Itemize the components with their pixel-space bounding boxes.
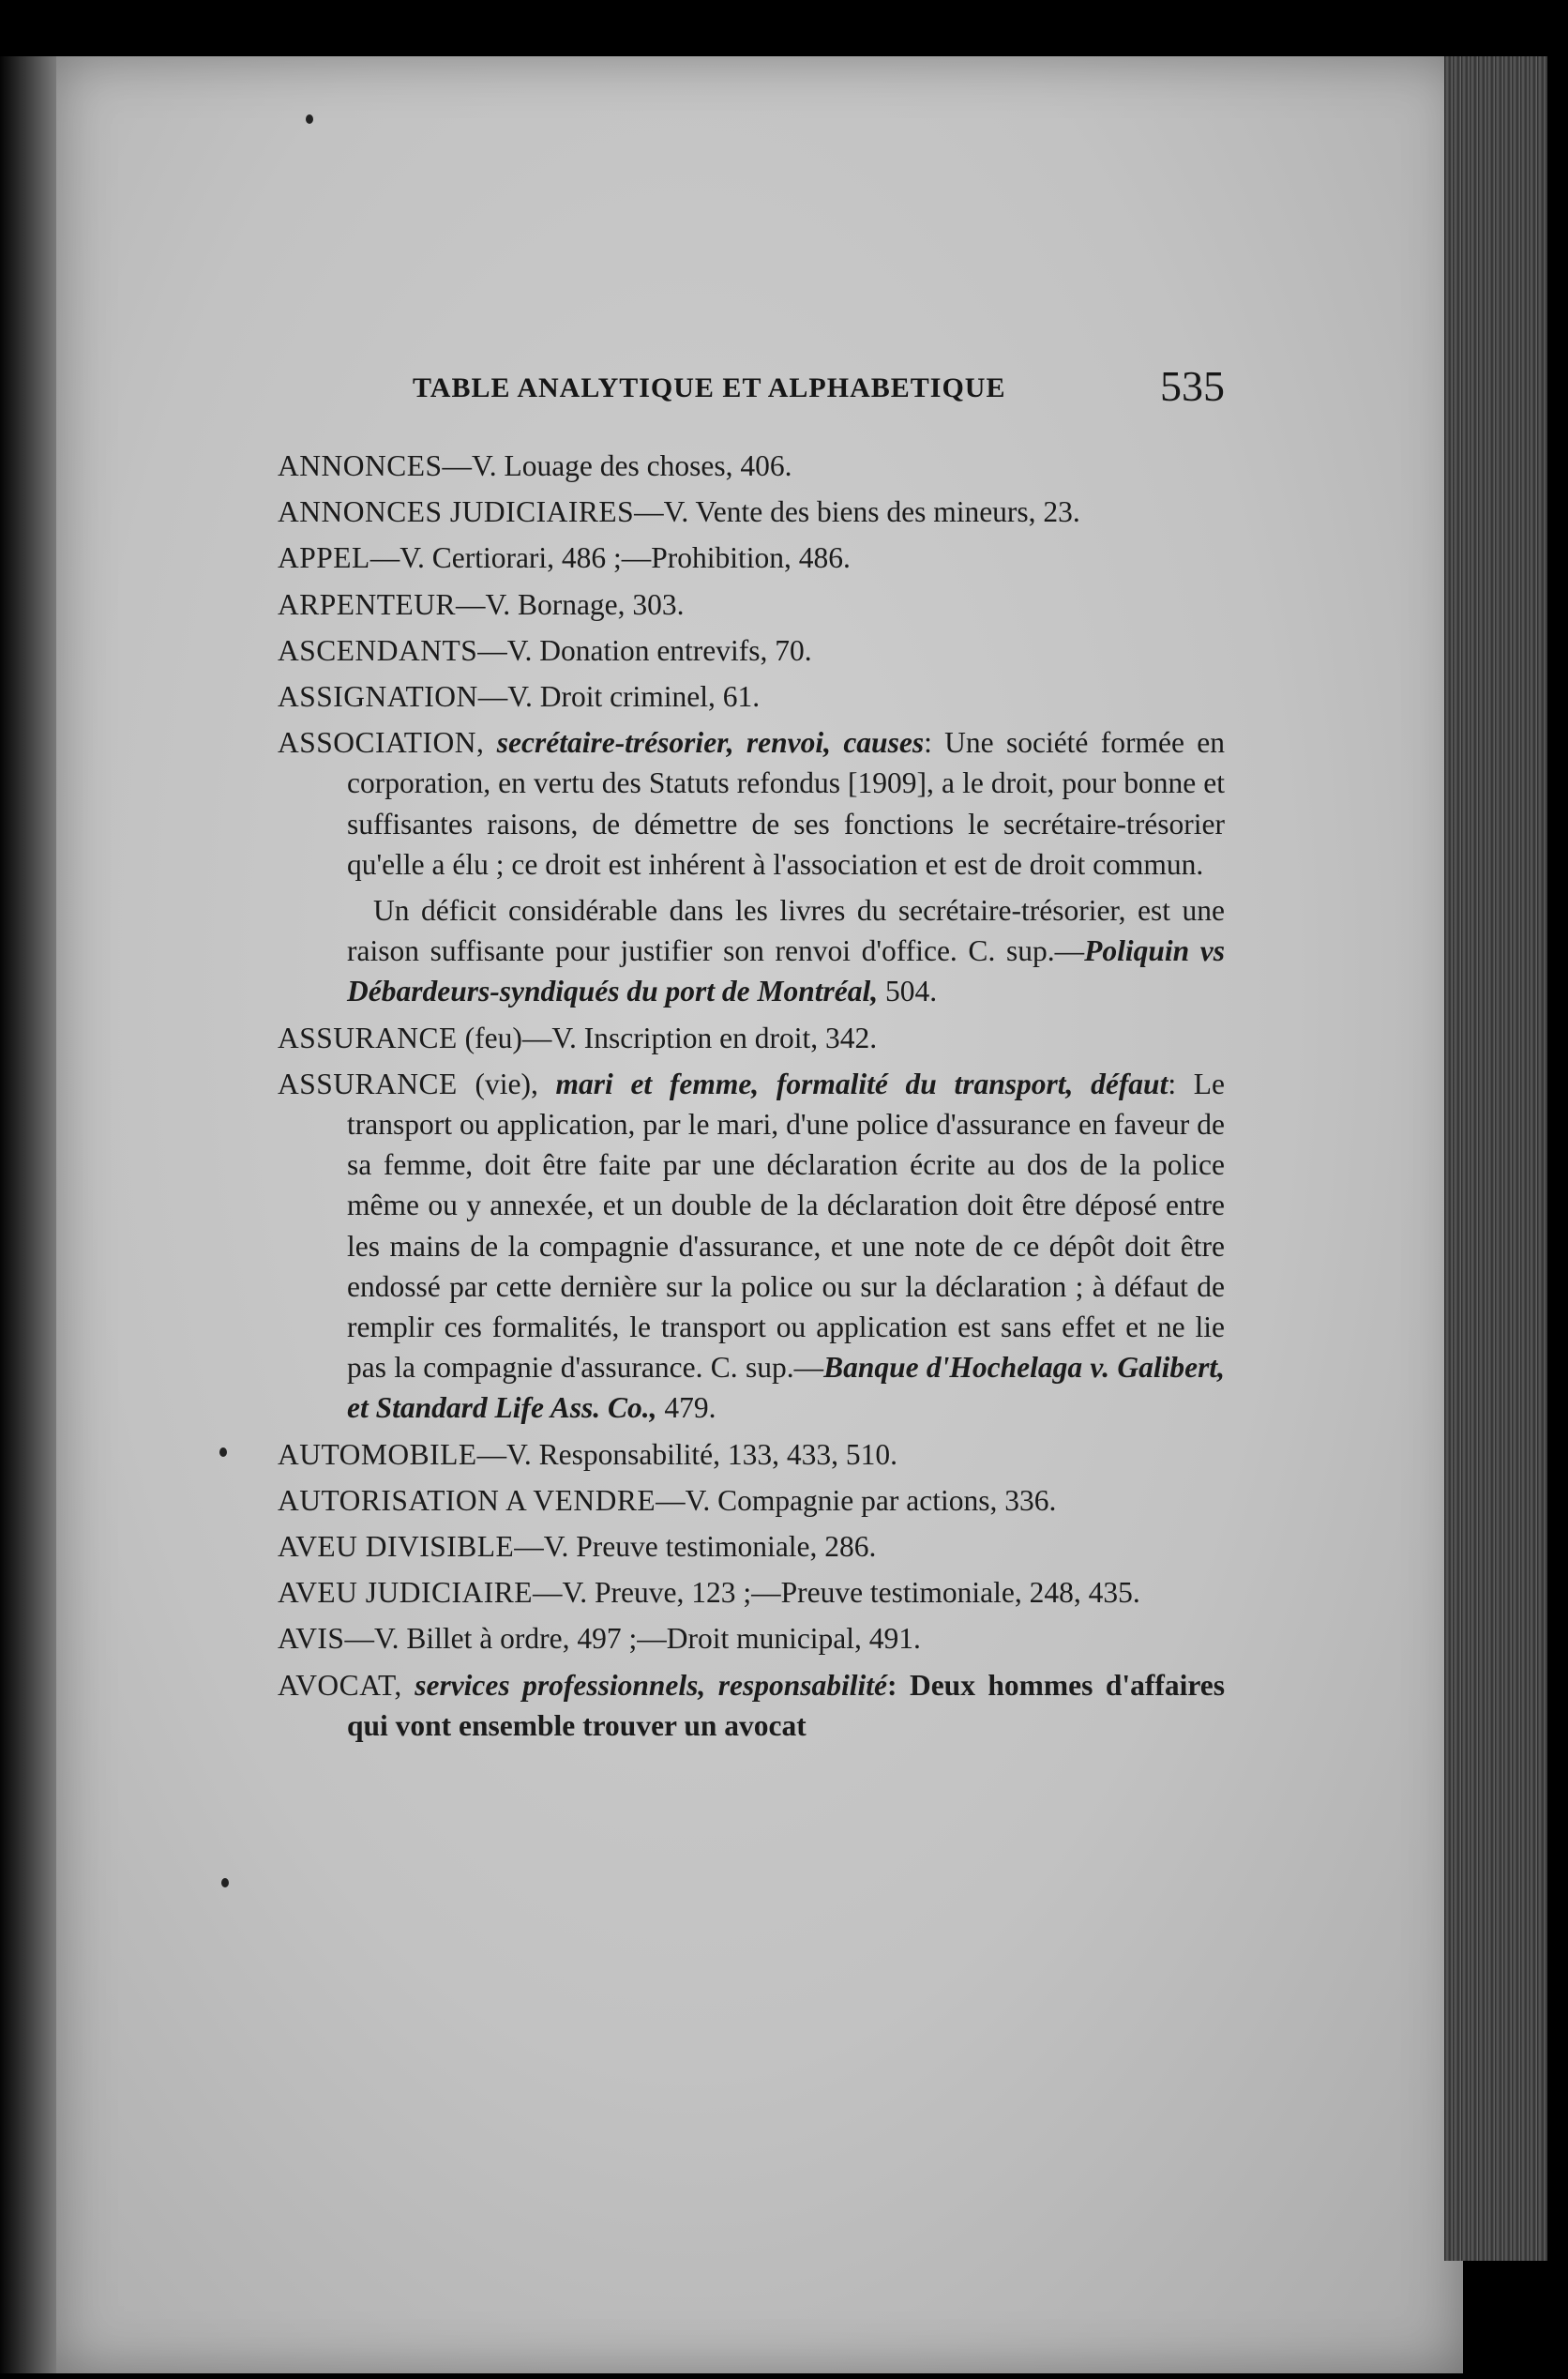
entry-term: ASSURANCE <box>278 1067 458 1100</box>
entry-text: —V. Louage des choses, 406. <box>442 449 792 482</box>
entry-term: AUTOMOBILE <box>278 1437 477 1471</box>
entry-text: —V. Certiorari, 486 ;—Prohibition, 486. <box>369 541 851 575</box>
entry-text: : Une société formée en corporation, en vertu des Statuts refondus [1909], a le droit, pour bonne et suffisantes raisons, de démettre de ses fonctions le secrétaire-trésorier qu'elle a élu ; ce droit est inhérent à l'association et est de droit commun. <box>347 726 1225 881</box>
entry-term: AUTORISATION A VENDRE <box>278 1483 656 1517</box>
index-entry <box>278 446 1225 486</box>
index-entry <box>278 492 1225 532</box>
case-citation: Banque d'Hochelaga v. Galibert, et Standard Life Ass. Co., <box>347 1351 1225 1425</box>
entry-term: ARPENTEUR <box>278 587 457 621</box>
index-entry <box>278 584 1225 625</box>
index-entry <box>278 1434 1225 1475</box>
entry-term: ASSIGNATION <box>278 680 478 714</box>
entry-term: AVIS <box>278 1622 345 1656</box>
entry-text: —V. Billet à ordre, 497 ;—Droit municipal, 491. <box>344 1622 921 1656</box>
ink-speck <box>219 1447 227 1457</box>
entry-text: —V. Compagnie par actions, 336. <box>656 1483 1057 1517</box>
entry-text: —V. Preuve testimoniale, 286. <box>514 1530 877 1564</box>
index-entry <box>278 722 1225 885</box>
index-entry <box>278 676 1225 717</box>
page-header <box>413 361 1225 417</box>
index-entry-continuation <box>278 890 1225 1012</box>
entry-term: ASCENDANTS <box>278 633 478 667</box>
ink-speck <box>221 1878 229 1887</box>
entry-text: —V. Preuve, 123 ;—Preuve testimoniale, 248, 435. <box>533 1576 1140 1610</box>
index-entry <box>278 1526 1225 1567</box>
entry-text: (vie), <box>457 1067 556 1100</box>
index-entry <box>278 1064 1225 1429</box>
index-entry <box>278 538 1225 578</box>
entry-keywords: services professionnels, responsabilité <box>415 1668 887 1702</box>
entry-text: —V. Responsabilité, 133, 433, 510. <box>476 1437 897 1471</box>
entry-page-ref: 504. <box>878 975 938 1008</box>
entry-term: AVEU DIVISIBLE <box>278 1530 515 1564</box>
entry-term: ANNONCES JUDICIAIRES <box>278 495 635 529</box>
index-entry <box>278 1572 1225 1613</box>
entry-term: ASSURANCE <box>278 1021 458 1054</box>
entry-text: —V. Droit criminel, 61. <box>477 680 761 714</box>
entry-term: ASSOCIATION, <box>278 726 485 760</box>
entry-text: —V. Bornage, 303. <box>456 587 685 621</box>
entry-keywords: secrétaire-trésorier, renvoi, causes <box>496 726 925 760</box>
entry-page-ref: 479. <box>656 1391 716 1425</box>
ink-speck <box>306 114 313 124</box>
entry-text: : Le transport ou application, par le mari, d'une police d'assurance en faveur de sa femme, doit être faite par une déclaration écrite au dos de la police même ou y annexée, et un double de la déclaration doit être déposé entre les mains de la compagnie d'assurance, et une note de ce dépôt doit être endossé par cette dernière sur la police ou sur la déclaration ; à défaut de remplir ces formalités, le transport ou application est sans effet et ne lie pas la compagnie d'assurance. C. sup.— <box>347 1067 1225 1385</box>
entry-term: ANNONCES <box>278 449 443 482</box>
entry-text: —V. Vente des biens des mineurs, 23. <box>634 495 1080 529</box>
page-edge-stack <box>1444 56 1547 2261</box>
entry-text: (feu)—V. Inscription en droit, 342. <box>457 1021 878 1054</box>
entry-term: APPEL <box>278 541 370 575</box>
entry-term: AVOCAT, <box>278 1668 402 1702</box>
page-number: 535 <box>1160 362 1225 410</box>
index-entry <box>278 1665 1225 1746</box>
entry-text: Un déficit considérable dans les livres du secrétaire-trésorier, est une raison suffisante pour justifier son renvoi d'office. C. sup.— <box>347 894 1225 968</box>
running-head: TABLE ANALYTIQUE ET ALPHABETIQUE <box>413 372 1006 403</box>
index-entry <box>278 630 1225 671</box>
entry-term: AVEU JUDICIAIRE <box>278 1576 534 1610</box>
index-entry <box>278 1480 1225 1521</box>
index-entry <box>278 1618 1225 1659</box>
index-content <box>278 446 1225 1751</box>
case-citation: Poliquin vs Débardeurs-syndiqués du port de Montréal, <box>347 934 1226 1008</box>
entry-keywords: mari et femme, formalité du transport, défaut <box>555 1067 1168 1100</box>
entry-text: : Deux hommes d'affaires qui vont ensemble trouver un avocat <box>347 1668 1226 1742</box>
index-entry <box>278 1018 1225 1058</box>
entry-text: —V. Donation entrevifs, 70. <box>477 633 812 667</box>
